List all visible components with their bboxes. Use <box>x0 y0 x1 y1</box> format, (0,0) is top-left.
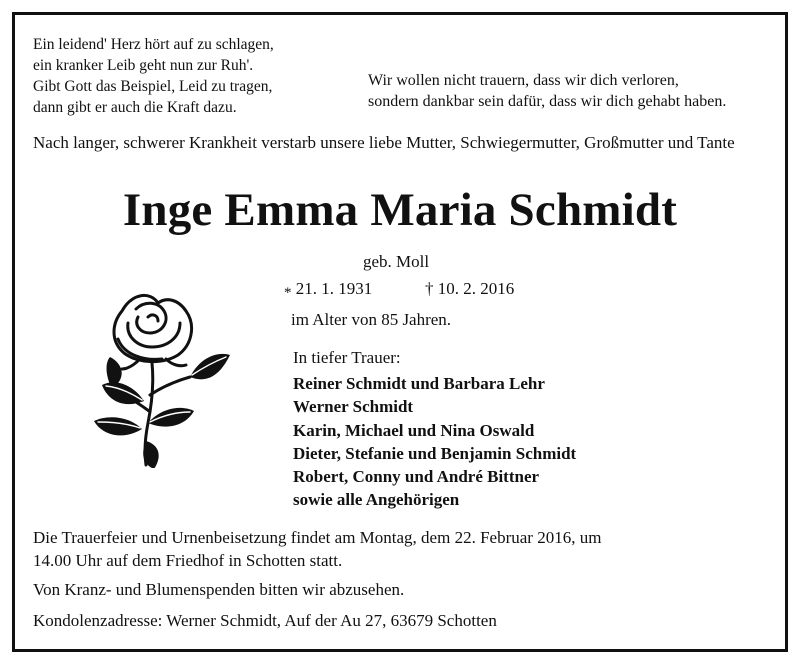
birth-date-value: 21. 1. 1931 <box>295 279 373 298</box>
funeral-info-line: Die Trauerfeier und Urnenbeisetzung findet am Montag, dem 22. Februar 2016, um <box>33 528 602 547</box>
poem-left-line: Ein leidend' Herz hört auf zu schlagen, <box>33 36 274 53</box>
mourner-entry: Robert, Conny und André Bittner <box>293 467 540 487</box>
mourning-label: In tiefer Trauer: <box>293 348 401 367</box>
poem-left-line: Gibt Gott das Beispiel, Leid zu tragen, <box>33 78 273 95</box>
birth-star-icon: * <box>284 285 292 301</box>
poem-right-line: Wir wollen nicht trauern, dass wir dich verloren, <box>368 72 679 89</box>
poem-right <box>368 70 726 112</box>
rose-icon <box>82 283 232 468</box>
mourner-entry: Dieter, Stefanie und Benjamin Schmidt <box>293 443 577 463</box>
birth-date <box>284 277 372 302</box>
flowers-note: Von Kranz- und Blumenspenden bitten wir abzusehen. <box>33 580 405 599</box>
death-cross-icon: † <box>425 279 434 298</box>
mourner-entry: sowie alle Angehörigen <box>293 490 460 510</box>
mourner-entry: Werner Schmidt <box>293 397 414 417</box>
poem-left-line: ein kranker Leib geht nun zur Ruh'. <box>33 57 254 74</box>
age-text: im Alter von 85 Jahren. <box>291 310 452 329</box>
condolence-address: Kondolenzadresse: Werner Schmidt, Auf der Au 27, 63679 Schotten <box>33 611 497 630</box>
mourner-entry: Reiner Schmidt und Barbara Lehr <box>293 374 545 393</box>
funeral-info-line: 14.00 Uhr auf dem Friedhof in Schotten statt. <box>33 551 343 570</box>
poem-left <box>33 34 274 118</box>
poem-left-line: dann gibt er auch die Kraft dazu. <box>33 99 237 116</box>
mourner-entry: Karin, Michael und Nina Oswald <box>293 420 535 440</box>
intro-text: Nach langer, schwerer Krankheit verstarb unsere liebe Mutter, Schwiegermutter, Großmutter und Tante <box>33 133 735 152</box>
poem-right-line: sondern dankbar sein dafür, dass wir dich gehabt haben. <box>368 93 727 110</box>
deceased-name: Inge Emma Maria Schmidt <box>122 184 678 236</box>
maiden-name: geb. Moll <box>363 252 430 271</box>
funeral-info <box>33 526 601 572</box>
death-date-value: 10. 2. 2016 <box>437 279 515 298</box>
mourners-list <box>293 372 576 512</box>
death-date <box>425 277 514 300</box>
